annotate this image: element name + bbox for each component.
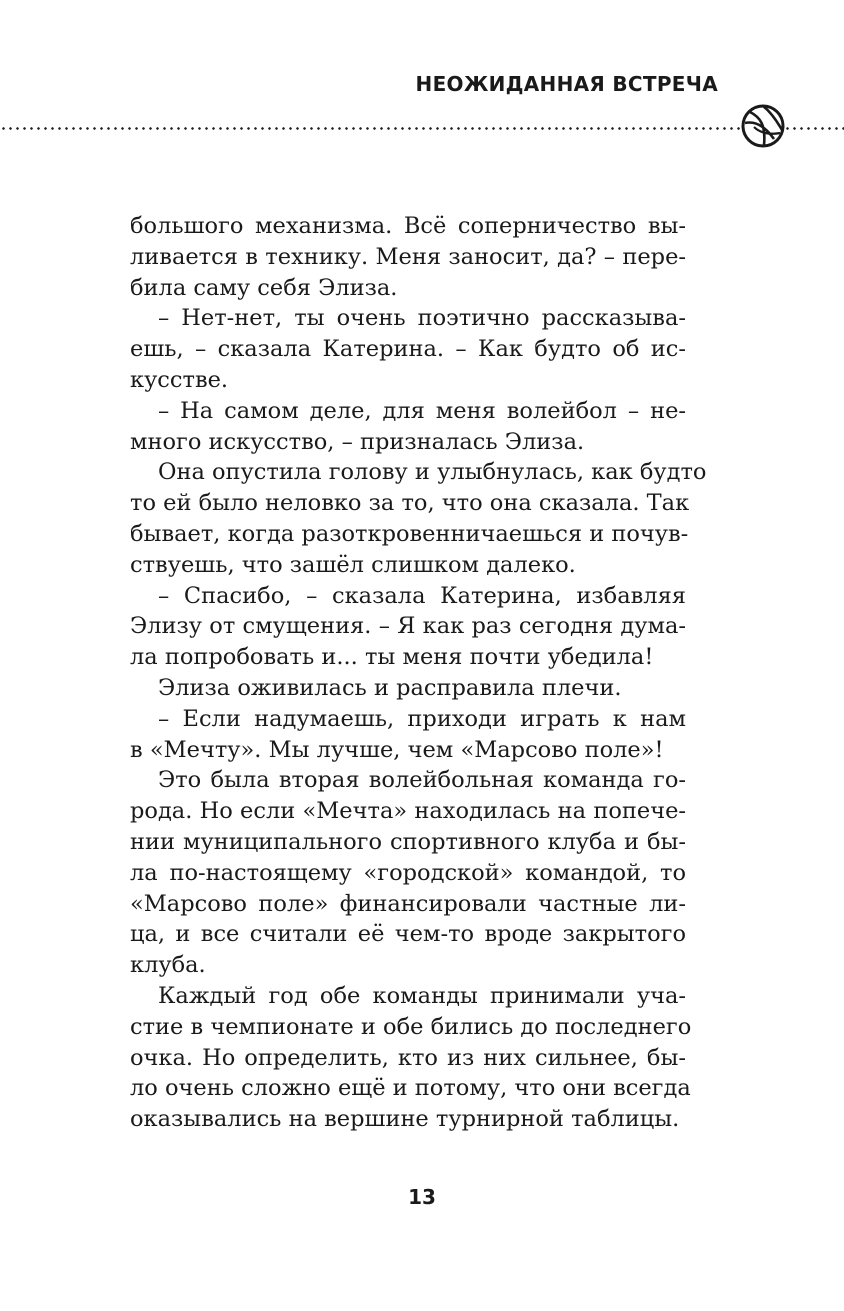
text-line: большого механизма. Всё соперничество вы-	[130, 213, 686, 239]
text-line: нии муниципального спортивного клуба и бы-	[130, 828, 686, 855]
text-line: – На самом деле, для меня волейбол – не-	[158, 397, 686, 424]
text-line: много искусство, – призналась Элиза.	[130, 428, 585, 455]
text-line: оказывались на вершине турнирной таблицы.	[130, 1106, 680, 1133]
text-line: ла попробовать и... ты меня почти убедила!	[130, 644, 654, 671]
running-head-title: НЕОЖИДАННАЯ ВСТРЕЧА	[415, 72, 718, 96]
text-line: ца, и все считали её чем-то вроде закрытого	[130, 921, 686, 948]
text-line: клуба.	[130, 952, 206, 979]
text-line: ствуешь, что зашёл слишком далеко.	[130, 551, 576, 578]
dotted-divider	[0, 127, 844, 130]
text-line: ешь, – сказала Катерина. – Как будто об ис-	[130, 336, 686, 363]
text-line: очка. Но определить, кто из них сильнее, бы-	[130, 1044, 686, 1071]
text-line: – Спасибо, – сказала Катерина, избавляя	[158, 582, 686, 609]
text-line: Элиза оживилась и расправила плечи.	[158, 674, 622, 701]
text-line: рода. Но если «Мечта» находилась на попече-	[130, 798, 686, 825]
text-line: – Если надумаешь, приходи играть к нам	[158, 705, 686, 732]
text-line: – Нет-нет, ты очень поэтично рассказыва-	[158, 305, 686, 332]
text-line: Элизу от смущения. – Я как раз сегодня дума-	[130, 613, 686, 640]
text-line: то ей было неловко за то, что она сказала. Так	[130, 490, 690, 517]
text-line: Она опустила голову и улыбнулась, как будто	[158, 459, 707, 486]
text-line: била саму себя Элиза.	[130, 274, 398, 301]
text-line: стие в чемпионате и обе бились до последнего	[130, 1013, 692, 1040]
page-number: 13	[408, 1185, 436, 1209]
volleyball-icon	[740, 103, 786, 149]
text-line: Это была вторая волейбольная команда го-	[158, 767, 686, 794]
text-line: в «Мечту». Мы лучше, чем «Марсово поле»!	[130, 736, 664, 763]
text-line: Каждый год обе команды принимали уча-	[158, 982, 686, 1009]
text-line: ла по-настоящему «городской» командой, то	[130, 859, 686, 886]
text-line: «Марсово поле» финансировали частные ли-	[130, 890, 686, 917]
text-line: бывает, когда разоткровенничаешься и почув-	[130, 520, 689, 547]
body-text	[130, 211, 707, 1135]
text-line: кусстве.	[130, 366, 229, 393]
text-line: ливается в технику. Меня заносит, да? – пере-	[130, 243, 686, 270]
text-line: ло очень сложно ещё и потому, что они всегда	[130, 1075, 691, 1102]
